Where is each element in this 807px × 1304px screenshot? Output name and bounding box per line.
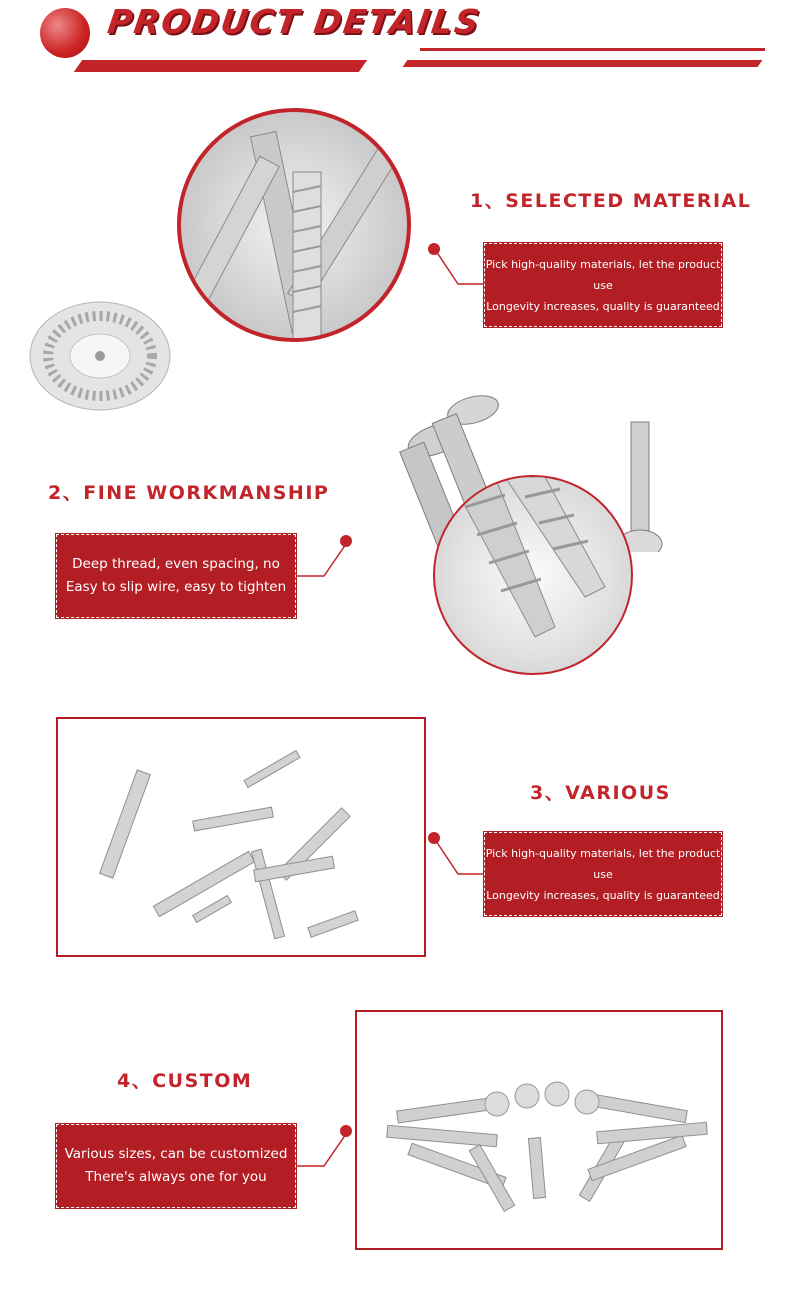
header-decor-bar: [403, 60, 763, 67]
description-line: Easy to slip wire, easy to tighten: [65, 579, 287, 595]
description-box-various: [484, 832, 722, 916]
screws-illustration: [181, 112, 411, 342]
pointer-line: [294, 540, 350, 580]
section-title-workmanship: 2、FINE WORKMANSHIP: [48, 482, 330, 504]
screw-ring-photo: [28, 300, 172, 412]
screw-ring-illustration: [28, 300, 172, 412]
description-line: Deep thread, even spacing, no: [72, 556, 280, 572]
fan-screws-illustration: [357, 1012, 721, 1248]
header-decor-line: [420, 48, 765, 51]
pointer-dot: [340, 1125, 352, 1137]
section-title-custom: 4、CUSTOM: [117, 1070, 253, 1092]
description-line: Longevity increases, quality is guaranteed: [486, 888, 720, 902]
description-line: Various sizes, can be customized: [64, 1146, 288, 1162]
section-title-material: 1、SELECTED MATERIAL: [470, 190, 752, 212]
thread-illustration: [435, 477, 633, 675]
pointer-dot: [340, 535, 352, 547]
pointer-line: [294, 1130, 350, 1170]
pointer-line: [432, 246, 488, 288]
section-title-various: 3、VARIOUS: [530, 782, 671, 804]
description-line: There's always one for you: [85, 1169, 267, 1185]
screw-closeup-photo: [177, 108, 411, 342]
thread-closeup-photo: [433, 475, 633, 675]
header-decor-circle: [40, 8, 90, 58]
description-line: Longevity increases, quality is guaranteed: [486, 299, 720, 313]
assorted-screws-illustration: [58, 719, 424, 955]
description-box-material: [484, 243, 722, 327]
assorted-screws-photo: [56, 717, 426, 957]
pointer-line: [432, 836, 488, 878]
description-line: Pick high-quality materials, let the product use: [485, 846, 721, 881]
description-line: Pick high-quality materials, let the product use: [485, 257, 721, 292]
page-title: PRODUCT DETAILS: [105, 2, 484, 41]
description-box-workmanship: [56, 534, 296, 618]
fan-screws-photo: [355, 1010, 723, 1250]
description-box-custom: [56, 1124, 296, 1208]
header-decor-bar: [74, 60, 367, 72]
